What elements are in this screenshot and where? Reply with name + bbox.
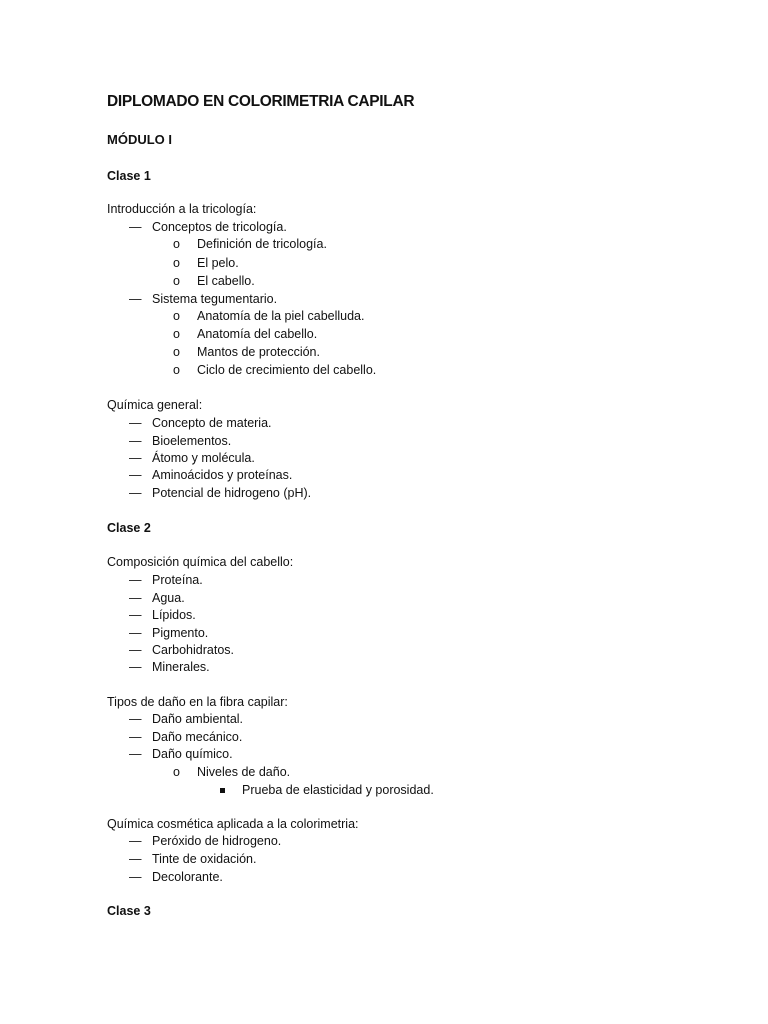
list-item: Potencial de hidrogeno (pH). bbox=[152, 486, 312, 500]
dash-bullet: — bbox=[129, 220, 142, 234]
dash-bullet: — bbox=[129, 468, 142, 482]
section-heading: Composición química del cabello: bbox=[107, 555, 294, 569]
clase-2-heading: Clase 2 bbox=[107, 521, 151, 535]
circle-bullet: o bbox=[173, 256, 180, 270]
dash-bullet: — bbox=[129, 573, 142, 587]
list-item: Átomo y molécula. bbox=[152, 451, 255, 465]
list-item: Anatomía del cabello. bbox=[197, 327, 318, 341]
list-item: Lípidos. bbox=[152, 608, 196, 622]
list-item: Carbohidratos. bbox=[152, 643, 234, 657]
dash-bullet: — bbox=[129, 434, 142, 448]
list-item: Sistema tegumentario. bbox=[152, 292, 278, 306]
section-heading: Introducción a la tricología: bbox=[107, 202, 257, 216]
module-heading: MÓDULO I bbox=[107, 132, 172, 147]
list-item: Peróxido de hidrogeno. bbox=[152, 834, 282, 848]
list-item: Prueba de elasticidad y porosidad. bbox=[242, 783, 434, 797]
dash-bullet: — bbox=[129, 712, 142, 726]
list-item: Pigmento. bbox=[152, 626, 209, 640]
list-item: Bioelementos. bbox=[152, 434, 232, 448]
clase-3-heading: Clase 3 bbox=[107, 904, 151, 918]
circle-bullet: o bbox=[173, 327, 180, 341]
circle-bullet: o bbox=[173, 765, 180, 779]
list-item: Tinte de oxidación. bbox=[152, 852, 257, 866]
list-item: Anatomía de la piel cabelluda. bbox=[197, 309, 365, 323]
list-item: El pelo. bbox=[197, 256, 239, 270]
dash-bullet: — bbox=[129, 660, 142, 674]
list-item: Conceptos de tricología. bbox=[152, 220, 287, 234]
list-item: Daño mecánico. bbox=[152, 730, 243, 744]
dash-bullet: — bbox=[129, 608, 142, 622]
list-item: Proteína. bbox=[152, 573, 203, 587]
dash-bullet: — bbox=[129, 747, 142, 761]
circle-bullet: o bbox=[173, 237, 180, 251]
section-heading: Química cosmética aplicada a la colorimetria: bbox=[107, 817, 359, 831]
list-item: El cabello. bbox=[197, 274, 255, 288]
dash-bullet: — bbox=[129, 591, 142, 605]
clase-1-heading: Clase 1 bbox=[107, 169, 151, 183]
square-bullet bbox=[220, 788, 225, 793]
dash-bullet: — bbox=[129, 486, 142, 500]
circle-bullet: o bbox=[173, 274, 180, 288]
list-item: Daño químico. bbox=[152, 747, 233, 761]
list-item: Definición de tricología. bbox=[197, 237, 327, 251]
list-item: Ciclo de crecimiento del cabello. bbox=[197, 363, 377, 377]
document-title: DIPLOMADO EN COLORIMETRIA CAPILAR bbox=[107, 93, 415, 110]
circle-bullet: o bbox=[173, 309, 180, 323]
dash-bullet: — bbox=[129, 730, 142, 744]
dash-bullet: — bbox=[129, 852, 142, 866]
list-item: Agua. bbox=[152, 591, 185, 605]
section-heading: Tipos de daño en la fibra capilar: bbox=[107, 695, 288, 709]
list-item: Mantos de protección. bbox=[197, 345, 320, 359]
list-item: Niveles de daño. bbox=[197, 765, 291, 779]
list-item: Decolorante. bbox=[152, 870, 223, 884]
circle-bullet: o bbox=[173, 345, 180, 359]
dash-bullet: — bbox=[129, 451, 142, 465]
dash-bullet: — bbox=[129, 292, 142, 306]
dash-bullet: — bbox=[129, 834, 142, 848]
list-item: Daño ambiental. bbox=[152, 712, 244, 726]
dash-bullet: — bbox=[129, 643, 142, 657]
dash-bullet: — bbox=[129, 416, 142, 430]
list-item: Aminoácidos y proteínas. bbox=[152, 468, 293, 482]
dash-bullet: — bbox=[129, 870, 142, 884]
circle-bullet: o bbox=[173, 363, 180, 377]
list-item: Minerales. bbox=[152, 660, 210, 674]
list-item: Concepto de materia. bbox=[152, 416, 272, 430]
dash-bullet: — bbox=[129, 626, 142, 640]
section-heading: Química general: bbox=[107, 398, 203, 412]
